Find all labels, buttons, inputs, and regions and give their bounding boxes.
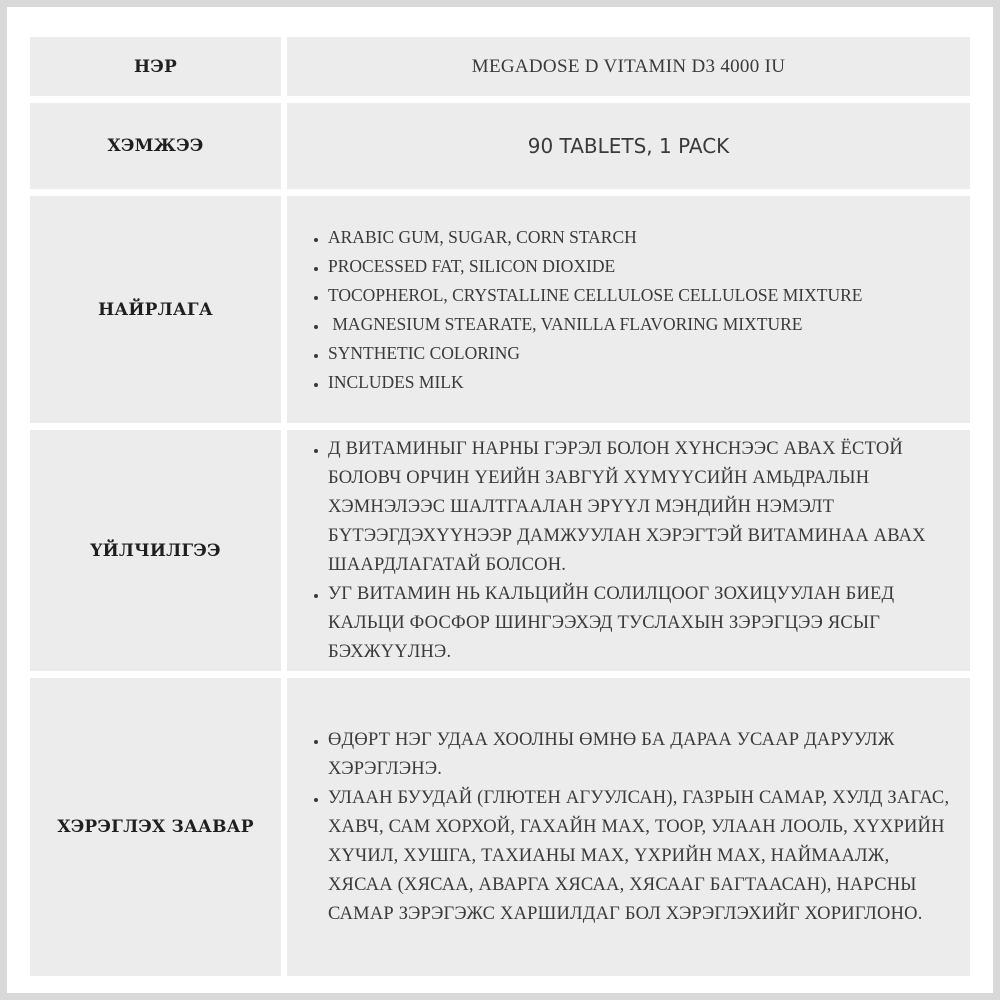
row-label-usage: ХЭРЭГЛЭХ ЗААВАР — [57, 817, 254, 837]
table-row-name — [30, 37, 970, 96]
table-row-effects — [30, 430, 970, 671]
list-item: • ӨДӨРТ НЭГ УДАА ХООЛНЫ ӨМНӨ БА ДАРАА УСААР ДАРУУЛЖ ХЭРЭГЛЭНЭ. — [328, 726, 958, 784]
label-cell — [30, 678, 281, 976]
list-item: • SYNTHETIC COLORING — [328, 339, 862, 368]
list-item: • УЛААН БУУДАЙ (ГЛЮТЕН АГУУЛСАН), ГАЗРЫН САМАР, ХУЛД ЗАГАС, ХАВЧ, САМ ХОРХОЙ, ГАХАЙН МАХ, ТООР, УЛААН ЛООЛЬ, ХҮХРИЙН ХҮЧИЛ, ХУШГА, ТАХИАНЫ МАХ, ҮХРИЙН МАХ, НАЙМААЛЖ, ХЯСАА (ХЯСАА, АВАРГА ХЯСАА, ХЯСААГ БАГТААСАН), НАРСНЫ САМАР ЗЭРЭГЭЖС ХАРШИЛДАГ БОЛ ХЭРЭГЛЭХИЙГ ХОРИГЛОНО. — [328, 784, 958, 929]
list-item: • Д ВИТАМИНЫГ НАРНЫ ГЭРЭЛ БОЛОН ХҮНСНЭЭС АВАХ ЁСТОЙ БОЛОВЧ ОРЧИН ҮЕИЙН ЗАВГҮЙ ХҮМҮҮСИЙН АМЬДРАЛЫН ХЭМНЭЛЭЭС ШАЛТГААЛАН ЭРҮҮЛ МЭНДИЙН НЭМЭЛТ БҮТЭЭГДЭХҮҮНЭЭР ДАМЖУУЛАН ХЭРЭГТЭЙ ВИТАМИНАА АВАХ ШААРДЛАГАТАЙ БОЛСОН. — [328, 435, 958, 580]
list-item: • INCLUDES MILK — [328, 368, 862, 397]
value-cell — [287, 103, 970, 189]
usage-list — [287, 726, 970, 929]
list-item: • ARABIC GUM, SUGAR, CORN STARCH — [328, 223, 862, 252]
table-row-size — [30, 103, 970, 189]
row-label-size: ХЭМЖЭЭ — [107, 136, 204, 156]
value-cell — [287, 430, 970, 671]
label-cell — [30, 37, 281, 96]
product-name-value: MEGADOSE D VITAMIN D3 4000 IU — [471, 55, 786, 77]
row-label-ingredients: НАЙРЛАГА — [98, 299, 213, 320]
value-cell — [287, 196, 970, 423]
list-item: • TOCOPHEROL, CRYSTALLINE CELLULOSE CELLULOSE MIXTURE — [328, 281, 862, 310]
label-cell — [30, 196, 281, 423]
row-label-name: НЭР — [134, 56, 177, 77]
effects-list — [287, 435, 970, 667]
label-cell — [30, 430, 281, 671]
table-row-usage — [30, 678, 970, 976]
row-label-effects: ҮЙЛЧИЛГЭЭ — [90, 540, 221, 561]
value-cell — [287, 37, 970, 96]
list-item: • PROCESSED FAT, SILICON DIOXIDE — [328, 252, 862, 281]
label-cell — [30, 103, 281, 189]
ingredients-list — [287, 223, 874, 397]
value-cell — [287, 678, 970, 976]
list-item: • УГ ВИТАМИН НЬ КАЛЬЦИЙН СОЛИЛЦООГ ЗОХИЦУУЛАН БИЕД КАЛЬЦИ ФОСФОР ШИНГЭЭХЭД ТУСЛАХЫН ЗЭРЭГЦЭЭ ЯСЫГ БЭХЖҮҮЛНЭ. — [328, 580, 958, 667]
table-row-ingredients — [30, 196, 970, 423]
list-item: • MAGNESIUM STEARATE, VANILLA FLAVORING MIXTURE — [328, 310, 862, 339]
product-size-value: 90 TABLETS, 1 PACK — [527, 134, 730, 158]
